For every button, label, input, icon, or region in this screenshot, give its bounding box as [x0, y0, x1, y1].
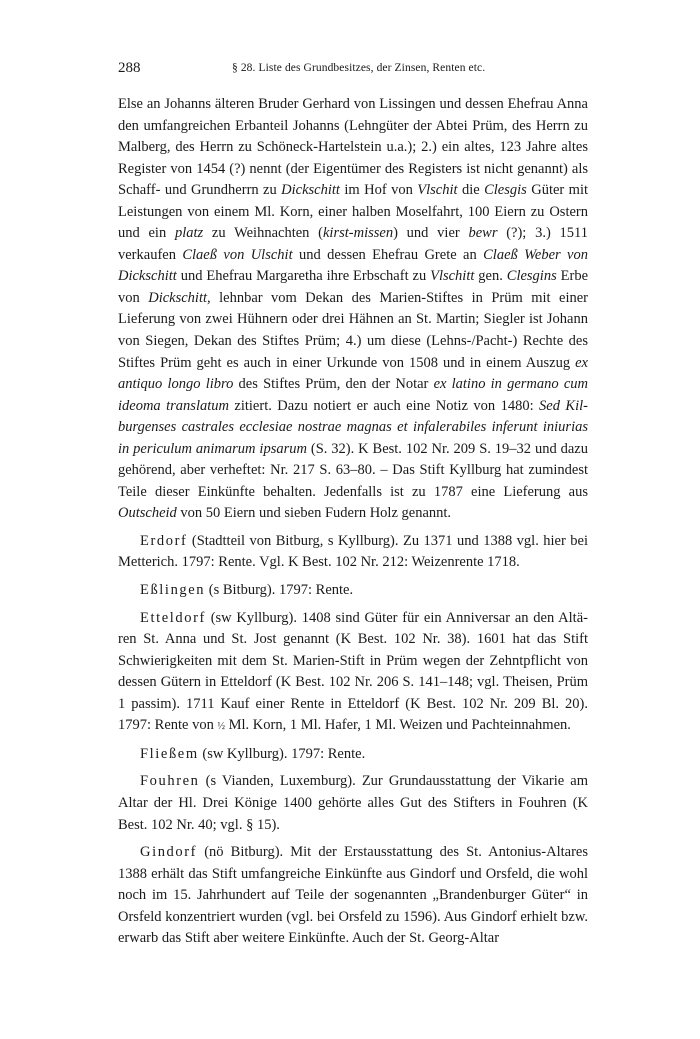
- page-body: [118, 94, 588, 950]
- place-name: Gindorf: [140, 844, 198, 861]
- place-name: Erdorf: [140, 532, 188, 549]
- entry-fliessem: Fließem (sw Kyllburg). 1797: Rente.: [140, 745, 366, 762]
- paragraph-continuation: Else an Johanns älteren Bruder Gerhard von Lissingen und dessen Ehefrau Anna den umfangreichen Erbanteil Johanns (Lehngüter der Abtei Prüm, des Herrn zu Malberg, des Herrn zu Schöneck-Hartelstein u.a.); 2.) ein altes, 123 Jahre altes Register von 1454 (?) nennt (der Eigentümer des Registers ist nicht genannt) als Schaff- und Grundherrn zu Dickschitt im Hof von Vlschit die Clesgis Güter mit Leistungen von einem Ml. Korn, einer halben Moselfahrt, 100 Eiern zu Ostern und ein platz zu Weihnachten (kirst-missen) und vier bewr (?); 3.) 1511 verkaufen Claeß von Ulschit und dessen Ehefrau Grete an Claeß Weber von Dickschitt und Ehefrau Margaretha ihre Erbschaft zu Vlschitt gen. Clesgins Erbe von Dickschitt, lehnbar vom Dekan des Marien-Stiftes in Prüm mit einer Lieferung von zwei Hühnern oder drei Hähnen an St. Martin; Siegler ist Johann von Siegen, Dekan des Stiftes Prüm; 4.) um diese (Lehns-/Pacht-) Rechte des Stiftes Prüm geht es auch in einer Urkunde von 1508 und in einem Auszug ex antiquo longo libro des Stiftes Prüm, den der Notar ex latino in germano cum ideoma translatum zitiert. Dazu notiert er auch eine Notiz von 1480: Sed Kilburgenses castrales ecclesiae nostrae magnas et infalerabiles inferunt iniurias in periculum animarum ipsarum (S. 32). K Best. 102 Nr. 209 S. 19–32 und dazu gehörend, aber verheftet: Nr. 217 S. 63–80. – Das Stift Kyllburg hat zumindest Teile dieser Einkünfte behalten. Jedenfalls ist zu 1787 eine Lieferung aus Outscheid von 50 Eiern und sieben Fudern Holz genannt.: [118, 96, 589, 522]
- entry-gindorf: Gindorf (nö Bitburg). Mit der Erstausstattung des St. Antonius-Altares 1388 erhält das Stift umfangreiche Einkünfte aus Gindorf und Orsfeld, die wohl noch im 15. Jahrhundert auf Teile der sogenannten „Brandenburger Güter“ in Orsfeld konzentriert wurden (vgl. bei Orsfeld zu 1596). Aus Gindorf erhielt bzw. erwarb das Stift aber weitere Einkünfte. Auch der St. Georg-Altar: [118, 844, 588, 947]
- place-name: Fouhren: [140, 773, 200, 790]
- place-name: Eßlingen: [140, 582, 206, 599]
- page-number: 288: [118, 60, 141, 76]
- place-name: Etteldorf: [140, 609, 206, 626]
- fraction-half: ½: [217, 721, 225, 733]
- running-head: § 28. Liste des Grundbesitzes, der Zinsen, Renten etc.: [232, 62, 486, 74]
- page-header: [118, 60, 588, 80]
- entry-esslingen: Eßlingen (s Bitburg). 1797: Rente.: [140, 582, 354, 599]
- entry-etteldorf: Etteldorf (sw Kyllburg). 1408 sind Güter für ein Anniversar an den Altären St. Anna und St. Jost genannt (K Best. 102 Nr. 38). 1601 hat das Stift Schwierigkeiten mit dem St. Marien-Stift in Prüm wegen der Zehntpflicht von dessen Gütern in Etteldorf (K Best. 102 Nr. 206 S. 141–148; vgl. Theisen, Prüm 1 passim). 1711 Kauf einer Rente in Etteldorf (K Best. 102 Nr. 209 Bl. 20). 1797: Rente von ½ Ml. Korn, 1 Ml. Hafer, 1 Ml. Weizen und Pachteinnahmen.: [118, 609, 588, 734]
- entry-fouhren: Fouhren (s Vianden, Luxemburg). Zur Grundausstattung der Vikarie am Altar der Hl. Drei Könige 1400 gehörte alles Gut des Stifters in Fouhren (K Best. 102 Nr. 40; vgl. § 15).: [118, 773, 588, 833]
- place-name: Fließem: [140, 745, 199, 762]
- entry-erdorf: Erdorf (Stadtteil von Bitburg, s Kyllburg). Zu 1371 und 1388 vgl. hier bei Metterich. 1797: Rente. Vgl. K Best. 102 Nr. 212: Weizenrente 1718.: [118, 532, 588, 571]
